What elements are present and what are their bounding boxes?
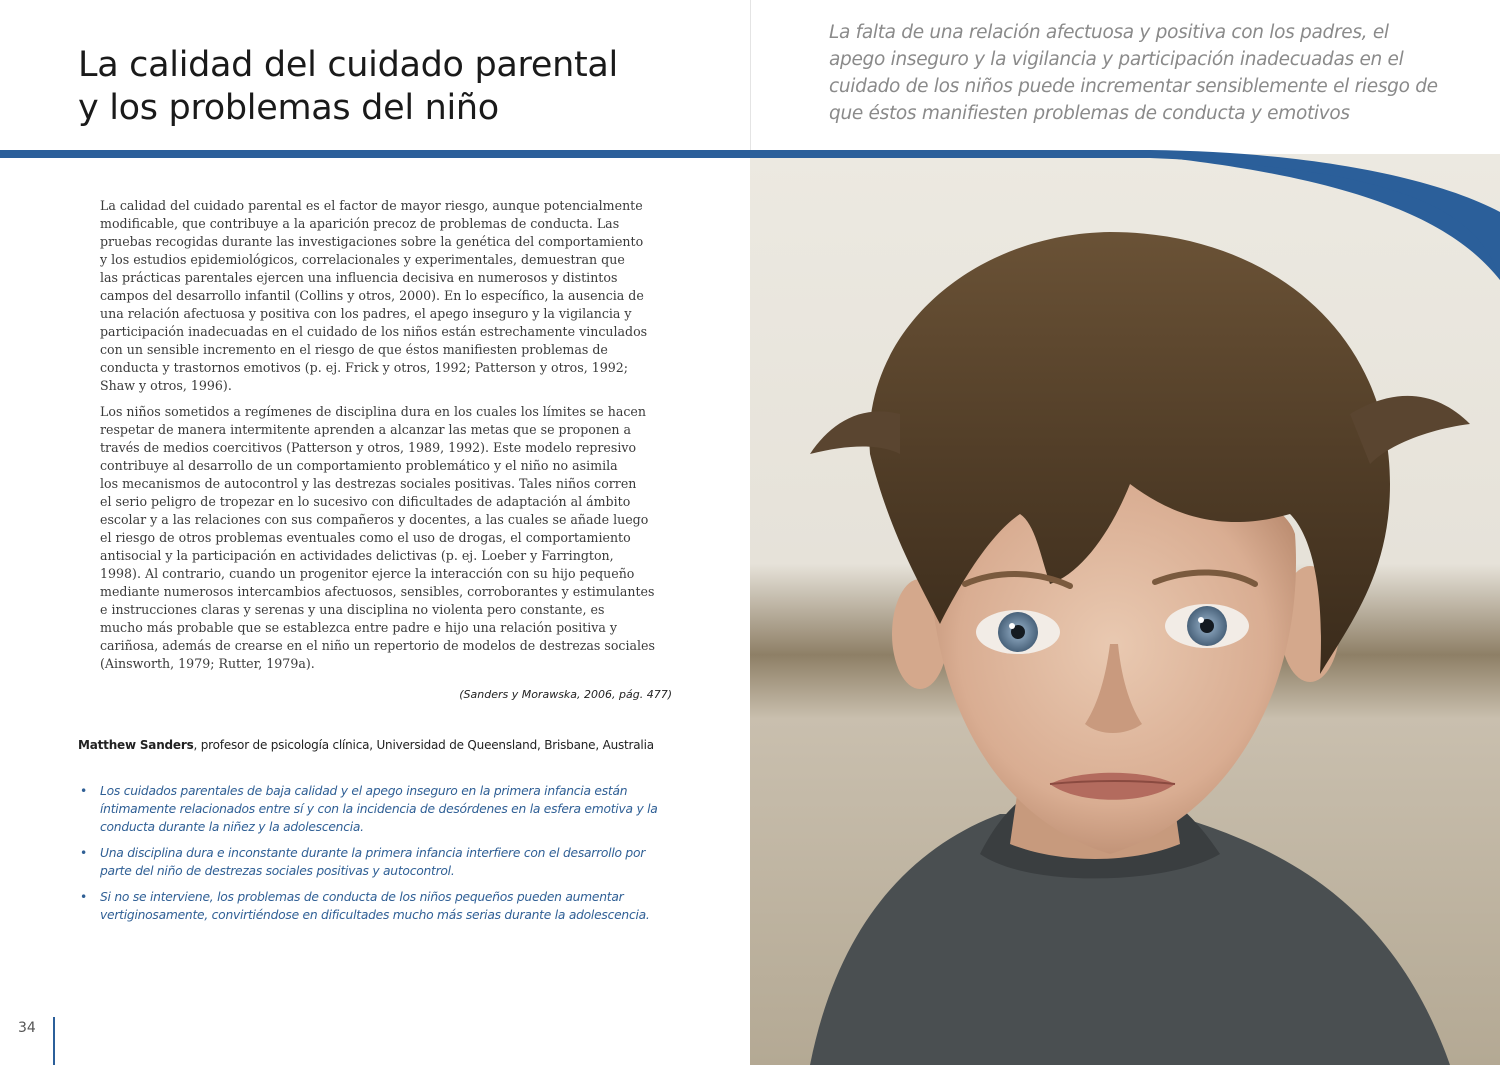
title-line-1: La calidad del cuidado parental xyxy=(78,45,618,85)
text-line: modificable, que contribuye a la aparición precoz de problemas de conducta. Las xyxy=(100,216,620,231)
text-line: antisocial y la participación en actividades delictivas (p. ej. Loeber y Farrington, xyxy=(100,548,614,563)
text-line: una relación afectuosa y positiva con los padres, el apego inseguro y la vigilancia y xyxy=(100,306,632,321)
text-line: campos del desarrollo infantil (Collins y otros, 2000). En lo específico, la ausencia de xyxy=(100,288,644,303)
text-line: conducta y trastornos emotivos (p. ej. Frick y otros, 1992; Patterson y otros, 1992; xyxy=(100,360,629,375)
list-item xyxy=(78,888,698,924)
text-line: vertiginosamente, convirtiéndose en dificultades mucho más serias durante la adolescencia. xyxy=(100,908,650,922)
text-line: mucho más probable que se establezca entre padre e hijo una relación positiva y xyxy=(100,620,618,635)
text-line: 1998). Al contrario, cuando un progenitor ejerce la interacción con su hijo pequeño xyxy=(100,566,635,581)
text-line: Si no se interviene, los problemas de conducta de los niños pequeños pueden aumentar xyxy=(100,890,624,904)
text-line: (Ainsworth, 1979; Rutter, 1979a). xyxy=(100,656,315,671)
text-line: Una disciplina dura e inconstante durante la primera infancia interfiere con el desarrollo por xyxy=(100,846,646,860)
bullet-icon: • xyxy=(80,846,88,860)
text-line: través de medios coercitivos (Patterson y otros, 1989, 1992). Este modelo represivo xyxy=(100,440,637,455)
page-divider xyxy=(750,0,751,150)
author-name: Matthew Sanders xyxy=(78,738,194,752)
author-description: , profesor de psicología clínica, Universidad de Queensland, Brisbane, Australia xyxy=(193,738,654,752)
text-line: conducta durante la niñez y la adolescencia. xyxy=(100,820,364,834)
text-line: íntimamente relacionados entre sí y con la incidencia de desórdenes en la esfera emotiva y la xyxy=(100,802,658,816)
page-number-rule xyxy=(53,1017,55,1065)
text-line: pruebas recogidas durante las investigaciones sobre la genética del comportamiento xyxy=(100,234,644,249)
text-line: y los estudios epidemiológicos, correlacionales y experimentales, demuestran que xyxy=(100,252,625,267)
bullet-icon: • xyxy=(80,784,88,798)
paragraph-1 xyxy=(100,197,672,395)
pull-quote-line: apego inseguro y la vigilancia y participación inadecuadas en el xyxy=(829,49,1404,70)
text-line: mediante numerosos intercambios afectuosos, sensibles, corroborantes y estimulantes xyxy=(100,584,655,599)
text-line: Los niños sometidos a regímenes de disciplina dura en los cuales los límites se hacen xyxy=(100,404,646,419)
citation: (Sanders y Morawska, 2006, pág. 477) xyxy=(459,688,672,701)
text-line: Los cuidados parentales de baja calidad y el apego inseguro en la primera infancia están xyxy=(100,784,628,798)
text-line: participación inadecuadas en el cuidado de los niños están estrechamente vinculados xyxy=(100,324,648,339)
text-line: cariñosa, además de crearse en el niño un repertorio de modelos de destrezas sociales xyxy=(100,638,655,653)
bullet-icon: • xyxy=(80,890,88,904)
title-line-2: y los problemas del niño xyxy=(78,88,499,128)
text-line: el serio peligro de tropezar en lo sucesivo con dificultades de adaptación al ámbito xyxy=(100,494,631,509)
text-line: Shaw y otros, 1996). xyxy=(100,378,232,393)
page-title xyxy=(78,44,718,130)
list-item xyxy=(78,782,698,836)
pull-quote-line: que éstos manifiesten problemas de conducta y emotivos xyxy=(829,103,1350,124)
text-line: las prácticas parentales ejercen una influencia decisiva en numerosos y distintos xyxy=(100,270,618,285)
text-line: escolar y a las relaciones con sus compañeros y docentes, a las cuales se añade luego xyxy=(100,512,649,527)
text-line: e instrucciones claras y serenas y una disciplina no violenta pero constante, es xyxy=(100,602,605,617)
author-line xyxy=(78,738,718,752)
text-line: parte del niño de destrezas sociales positivas y autocontrol. xyxy=(100,864,455,878)
text-line: con un sensible incremento en el riesgo de que éstos manifiesten problemas de xyxy=(100,342,608,357)
text-line: contribuye al desarrollo de un comportamiento problemático y el niño no asimila xyxy=(100,458,618,473)
body-text xyxy=(100,197,672,681)
text-line: La calidad del cuidado parental es el factor de mayor riesgo, aunque potencialmente xyxy=(100,198,643,213)
pull-quote-line: cuidado de los niños puede incrementar sensiblemente el riesgo de xyxy=(829,76,1438,97)
pull-quote xyxy=(829,19,1469,127)
text-line: respetar de manera intermitente aprenden a alcanzar las metas que se proponen a xyxy=(100,422,632,437)
paragraph-2 xyxy=(100,403,672,673)
text-line: los mecanismos de autocontrol y las destrezas sociales positivas. Tales niños corren xyxy=(100,476,637,491)
page-number: 34 xyxy=(18,1020,36,1036)
list-item xyxy=(78,844,698,880)
key-points-list xyxy=(78,782,698,932)
text-line: el riesgo de otros problemas eventuales como el uso de drogas, el comportamiento xyxy=(100,530,631,545)
pull-quote-line: La falta de una relación afectuosa y positiva con los padres, el xyxy=(829,22,1389,43)
